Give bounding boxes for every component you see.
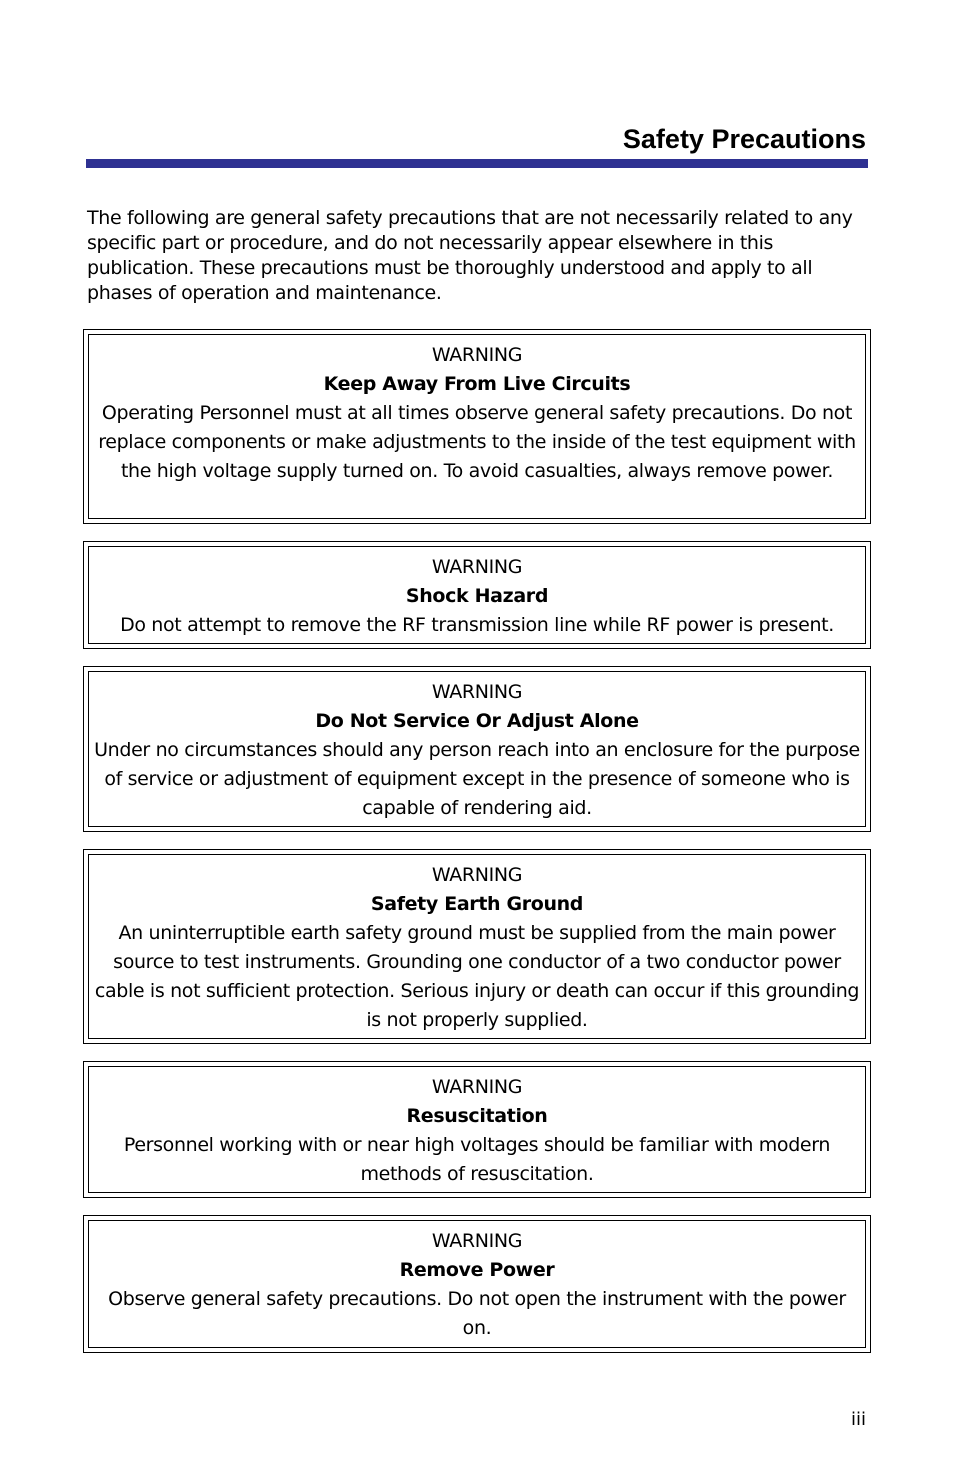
warning-box-resuscitation (83, 1061, 871, 1198)
warning-inner-frame (88, 671, 866, 827)
warning-inner-frame (88, 334, 866, 519)
title-rule (86, 159, 868, 168)
warning-label: WARNING (431, 344, 523, 366)
warning-box-live-circuits (83, 329, 871, 524)
warning-label: WARNING (431, 1076, 523, 1098)
warning-body: Under no circumstances should any person reach into an enclosure for the purpose of service or adjustment of equipment except in the presence of someone who is capable of rendering aid. (94, 739, 860, 819)
warning-inner-frame (88, 1220, 866, 1348)
warning-box-shock-hazard (83, 541, 871, 649)
warning-heading: Resuscitation (406, 1105, 548, 1127)
warning-body: Operating Personnel must at all times observe general safety precautions. Do not replace components or make adjustments to the inside of the test equipment with the high voltage supply turned on. To avoid casualties, always remove power. (98, 402, 856, 482)
warning-box-remove-power (83, 1215, 871, 1353)
warning-label: WARNING (431, 556, 523, 578)
warning-heading: Do Not Service Or Adjust Alone (315, 710, 639, 732)
warning-heading: Safety Earth Ground (370, 893, 584, 915)
warning-heading: Keep Away From Live Circuits (323, 373, 631, 395)
warning-inner-frame (88, 854, 866, 1039)
warning-body: Observe general safety precautions. Do not open the instrument with the power on. (108, 1288, 846, 1339)
warning-heading: Shock Hazard (405, 585, 549, 607)
warning-body: An uninterruptible earth safety ground must be supplied from the main power source to test instruments. Grounding one conductor of a two conductor power cable is not sufficient protection. Serious injury or death can occur if this grounding is not properly supplied. (94, 922, 860, 1031)
warning-body: Do not attempt to remove the RF transmission line while RF power is present. (120, 614, 834, 636)
warning-label: WARNING (431, 681, 523, 703)
warning-box-service-alone (83, 666, 871, 832)
page-number: iii (850, 1409, 866, 1430)
page-title: Safety Precautions (622, 124, 866, 154)
warning-label: WARNING (431, 864, 523, 886)
warning-inner-frame (88, 546, 866, 644)
warning-label: WARNING (431, 1230, 523, 1252)
warning-body: Personnel working with or near high voltages should be familiar with modern methods of resuscitation. (123, 1134, 831, 1185)
intro-paragraph: The following are general safety precautions that are not necessarily related to any specific part or procedure, and do not necessarily appear elsewhere in this publication. These precautions must be thoroughly understood and apply to all phases of operation and maintenance. (87, 207, 853, 304)
warning-inner-frame (88, 1066, 866, 1193)
warning-box-earth-ground (83, 849, 871, 1044)
warning-heading: Remove Power (399, 1259, 555, 1281)
